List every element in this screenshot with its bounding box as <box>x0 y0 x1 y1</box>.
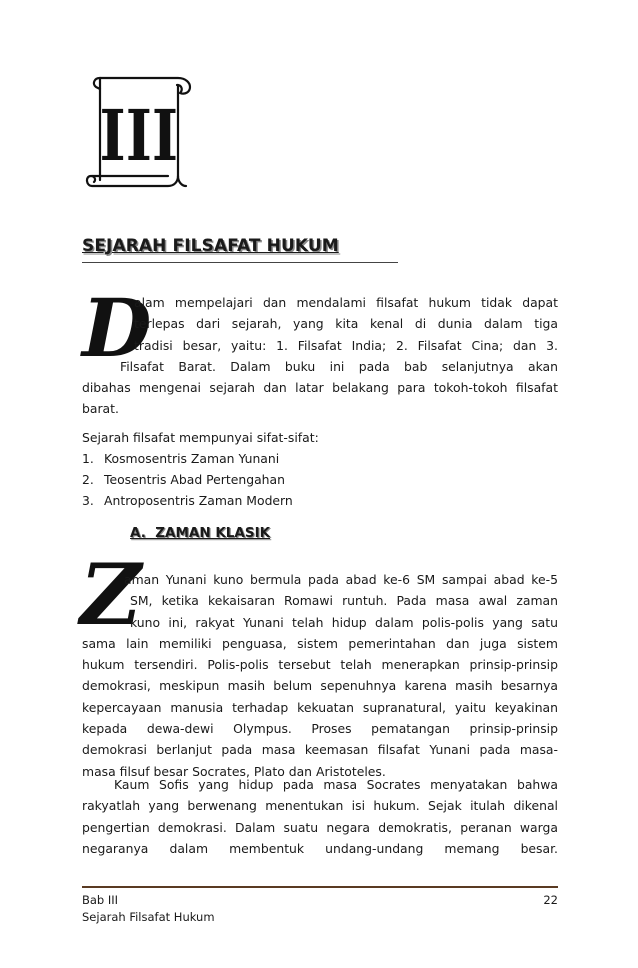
properties-block <box>82 427 558 511</box>
page-number: 22 <box>543 893 558 907</box>
section-line: pengertian demokrasi. Dalam suatu negara demokratis, peranan warga <box>82 819 558 835</box>
intro-line: barat. <box>82 401 119 417</box>
section-a-paragraph <box>82 569 558 782</box>
chapter-numeral: III <box>99 93 179 177</box>
intro-line: dibahas mengenai sejarah dan latar belakang para tokoh-tokoh filsafat <box>82 380 558 396</box>
intro-paragraph <box>82 292 558 420</box>
list-item: 3. Antroposentris Zaman Modern <box>82 493 293 508</box>
section-line: demokrasi, meskipun masih belum sepenuhnya karena masih besarnya <box>82 678 558 694</box>
section-line: masa filsuf besar Socrates, Plato dan Aristoteles. <box>82 763 386 779</box>
section-line: sama lain memiliki penguasa, sistem pemerintahan dan juga sistem <box>82 635 558 651</box>
intro-line: terlepas dari sejarah, yang kita kenal di dunia dalam tiga <box>134 316 558 332</box>
section-line: aman Yunani kuno bermula pada abad ke-6 SM sampai abad ke-5 <box>124 572 558 587</box>
chapter-scroll-emblem <box>82 72 194 197</box>
chapter-title: SEJARAH FILSAFAT HUKUM <box>82 236 339 256</box>
section-line: negaranya dalam membentuk undang-undang memang besar. <box>82 840 558 856</box>
title-underline-rule <box>82 262 398 263</box>
section-line: demokrasi berlanjut pada masa keemasan filsafat Yunani pada masa- <box>82 742 558 758</box>
list-item: 1. Kosmosentris Zaman Yunani <box>82 451 280 466</box>
dropcap-z: Z <box>80 545 142 644</box>
section-a-paragraph-2 <box>82 774 558 859</box>
dropcap-d: D <box>82 281 152 375</box>
properties-list <box>82 448 558 511</box>
footer-rule <box>82 886 558 888</box>
section-line: SM, ketika kekaisaran Romawi runtuh. Pada masa awal zaman <box>130 593 558 609</box>
intro-line: alam mempelajari dan mendalami filsafat hukum tidak dapat <box>134 295 558 310</box>
section-line: kuno ini, rakyat Yunani telah hidup dalam polis-polis yang satu <box>130 614 558 630</box>
section-line: kepercayaan manusia terhadap kekuatan supranatural, yaitu keyakinan <box>82 699 558 715</box>
section-line: Kaum Sofis yang hidup pada masa Socrates menyatakan bahwa <box>114 777 558 792</box>
intro-line: Filsafat Barat. Dalam buku ini pada bab selanjutnya akan <box>120 358 558 374</box>
section-line: rakyatlah yang berwenang menentukan isi hukum. Sejak itulah dikenal <box>82 798 558 814</box>
footer-chapter-title: Sejarah Filsafat Hukum <box>82 910 215 924</box>
footer-chapter-label: Bab III <box>82 893 119 907</box>
intro-line: tradisi besar, yaitu: 1. Filsafat India; 2. Filsafat Cina; dan 3. <box>134 337 558 353</box>
properties-lead: Sejarah filsafat mempunyai sifat-sifat: <box>82 430 319 445</box>
page-footer <box>82 892 558 926</box>
section-heading-zaman-klasik: A. ZAMAN KLASIK <box>130 525 271 541</box>
list-item: 2. Teosentris Abad Pertengahan <box>82 472 285 487</box>
section-line: hukum tersendiri. Polis-polis tersebut telah menerapkan prinsip-prinsip <box>82 657 558 673</box>
section-line: kepada dewa-dewi Olympus. Proses pematangan prinsip-prinsip <box>82 721 558 737</box>
